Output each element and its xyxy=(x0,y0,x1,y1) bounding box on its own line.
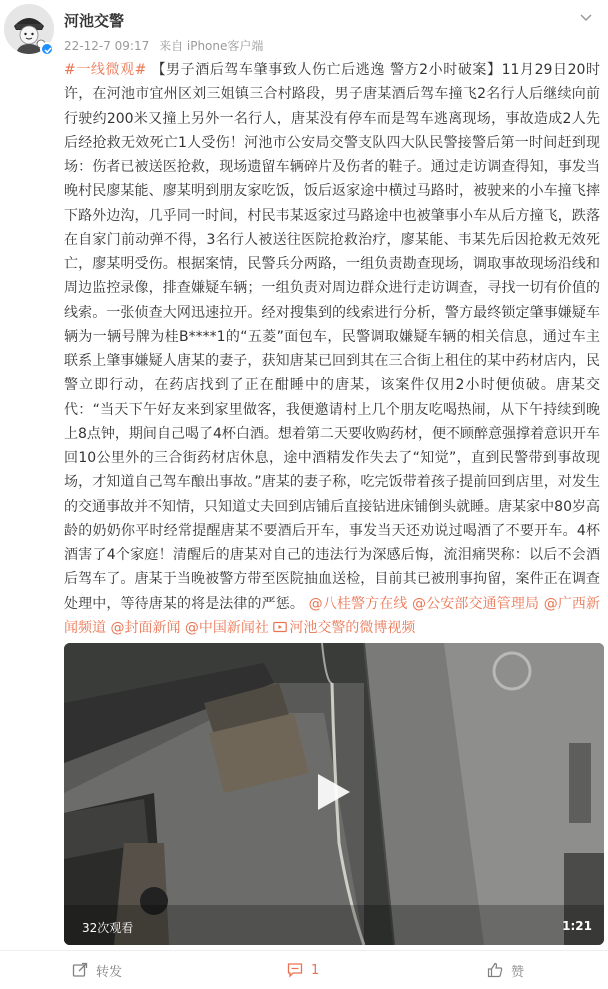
post-source: 来自 iPhone客户端 xyxy=(159,39,264,53)
post-meta xyxy=(64,37,263,54)
video-player[interactable] xyxy=(64,643,604,945)
comment-icon xyxy=(287,962,303,978)
comment-button[interactable] xyxy=(287,951,319,989)
mention-link[interactable]: @公安部交通管理局 xyxy=(412,595,540,612)
post-header xyxy=(0,0,608,62)
video-views: 32次观看 xyxy=(82,921,134,935)
repost-button[interactable] xyxy=(72,951,122,989)
video-link-label: 河池交警的微博视频 xyxy=(289,619,416,636)
action-bar xyxy=(0,951,608,989)
like-icon xyxy=(487,962,503,978)
repost-label: 转发 xyxy=(96,964,123,980)
mention-link[interactable]: @封面新闻 xyxy=(110,619,181,636)
like-button[interactable] xyxy=(487,951,524,989)
video-duration: 1:21 xyxy=(562,919,592,933)
mention-link[interactable]: @中国新闻社 xyxy=(184,619,269,636)
topic-link[interactable]: #一线微观# xyxy=(64,62,147,78)
account-name[interactable]: 河池交警 xyxy=(64,12,125,30)
repost-icon xyxy=(72,962,88,978)
post-text xyxy=(64,58,600,640)
video-link[interactable] xyxy=(273,620,415,636)
post-timestamp[interactable]: 22-12-7 09:17 xyxy=(64,39,150,53)
verified-badge-icon xyxy=(40,42,54,56)
like-label: 赞 xyxy=(511,964,525,980)
comment-count: 1 xyxy=(311,962,320,978)
mention-link[interactable]: @八桂警方在线 xyxy=(308,595,408,612)
play-icon[interactable] xyxy=(310,770,354,814)
mention-link[interactable]: @广西新闻频道 xyxy=(64,595,601,636)
video-link-icon xyxy=(273,621,287,633)
more-options-icon[interactable] xyxy=(576,10,596,24)
post-body: 【男子酒后驾车肇事致人伤亡后逃逸 警方2小时破案】11月29日20时许，在河池市宜州区刘三姐镇三合村路段，男子唐某酒后驾车撞飞2名行人后继续向前行驶约200米又撞上另外一名行人，唐某没有停车而是驾车逃离现场，事故造成2人先后经抢救无效死亡1人受伤！河池市公安局交警支队四大队民警接警后第一时间赶到现场：伤者已被送医抢救，现场遗留车辆碎片及伤者的鞋子。通过走访调查得知，事发当晚村民廖某能、廖某明到朋友家吃饭，饭后返家途中横过马路时，被驶来的小车撞飞摔下路外边沟，几乎同一时间，村民韦某返家过马路途中也被肇事小车从后方撞飞，跌落在自家门前动弹不得，3名行人被送往医院抢救治疗，廖某能、韦某先后因抢救无效死亡，廖某明受伤。根据案情，民警兵分两路，一组负责勘查现场，调取事故现场沿线和周边监控录像，排查嫌疑车辆；一组负责对周边群众进行走访调查，寻找一切有价值的线索。一张侦查大网迅速拉开。经对搜集到的线索进行分析，警方最终锁定肇事嫌疑车辆为一辆号牌为桂B****1的“五菱”面包车，民警调取嫌疑车辆的相关信息，通过车主联系上肇事嫌疑人唐某的妻子，获知唐某已回到其在三合街上租住的某中药材店内，民警立即行动，在药店找到了正在酣睡中的唐某，该案件仅用2小时便侦破。唐某交代：“当天下午好友来到家里做客，我便邀请村上几个朋友吃喝热闹，从下午持续到晚上8点钟，期间自己喝了4杯白酒。想着第二天要收购药材，便不顾醉意强撑着意识开车回10公里外的三合街药材店休息，途中酒精发作失去了“知觉”，直到民警带到事故现场，才知道自己驾车酿出事故。”唐某的妻子称，吃完饭带着孩子提前回到店里，对发生的交通事故并不知情，只知道丈夫回到店铺后直接钻进床铺倒头就睡。唐某家中80岁高龄的奶奶你平时经常提醒唐某不要酒后开车，事发当天还劝说过喝酒了不要开车。4杯酒害了4个家庭！清醒后的唐某对自己的违法行为深感后悔，流泪痛哭称：以后不会酒后驾车了。唐某于当晚被警方带至医院抽血送检，目前其已被刑事拘留，案件正在调查处理中，等待唐某的将是法律的严惩。 xyxy=(64,62,600,612)
